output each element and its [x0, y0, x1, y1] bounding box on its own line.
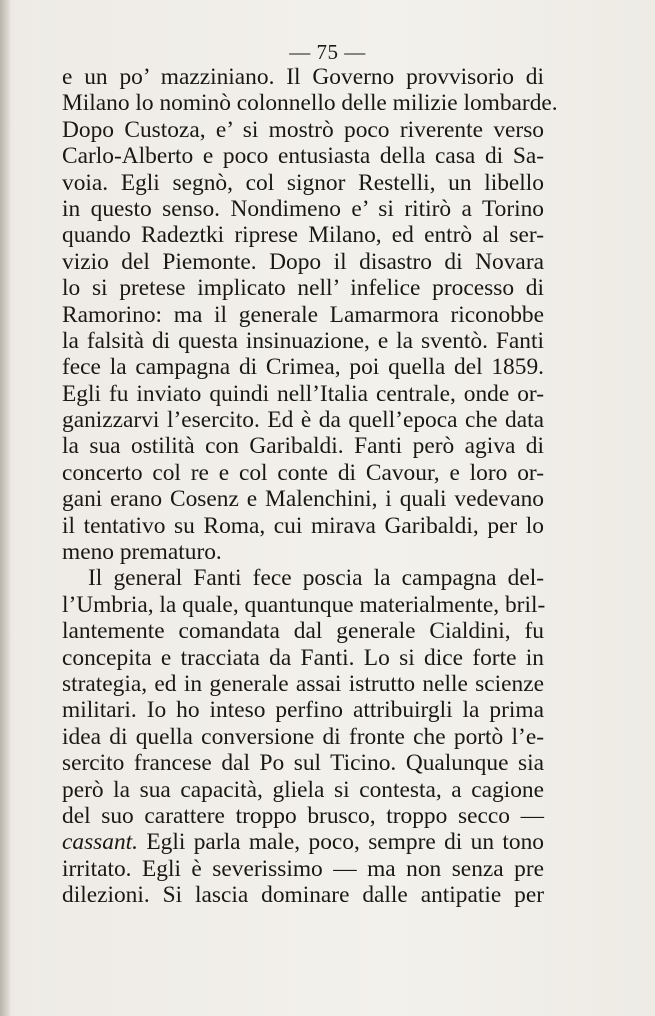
text-line: gani erano Cosenz e Malenchini, i quali vedevano: [62, 486, 544, 513]
text-line: concerto col re e col conte di Cavour, e loro or-: [62, 459, 544, 486]
italic-word: cassant.: [62, 829, 139, 856]
text-line: idea di quella conversione di fronte che portò l’e-: [62, 723, 544, 750]
text-line: Milano lo nominò colonnello delle milizie lombarde.: [62, 90, 558, 117]
text-line: Dopo Custoza, e’ si mostrò poco riverente verso: [62, 116, 544, 143]
text-line: Egli fu inviato quindi nell’Italia centrale, onde or-: [62, 380, 544, 407]
text-line: lantemente comandata dal generale Cialdini, fu: [62, 618, 544, 645]
text-line: concepita e tracciata da Fanti. Lo si dice forte in: [62, 644, 544, 671]
page-number: — 75 —: [289, 40, 366, 64]
text-line: del suo carattere troppo brusco, troppo secco —: [62, 802, 544, 829]
text-line: l’Umbria, la quale, quantunque materialmente, bril-: [62, 591, 546, 618]
page-binding-shadow: [0, 0, 10, 1016]
text-fragment: Egli parla male, poco, sempre di un tono: [138, 829, 544, 856]
text-line: il tentativo su Roma, cui mirava Garibaldi, per lo: [62, 512, 544, 539]
text-line: sercito francese dal Po sul Ticino. Qualunque sia: [62, 750, 544, 777]
text-line: fece la campagna di Crimea, poi quella del 1859.: [62, 354, 544, 381]
text-line: vizio del Piemonte. Dopo il disastro di Novara: [62, 248, 544, 275]
text-line: però la sua capacità, gliela si contesta, a cagione: [62, 776, 544, 803]
text-line: in questo senso. Nondimeno e’ si ritirò a Torino: [62, 195, 544, 222]
text-line: strategia, ed in generale assai istrutto nelle scienze: [62, 670, 544, 697]
text-line: e un po’ mazziniano. Il Governo provvisorio di: [62, 64, 544, 90]
text-line-italic: [62, 829, 544, 855]
text-line: ganizzarvi l’esercito. Ed è da quell’epoca che data: [62, 407, 544, 434]
text-line: Il general Fanti fece poscia la campagna del-: [88, 565, 544, 592]
body-text: [62, 64, 558, 909]
text-line: militari. Io ho inteso perfino attribuirgli la prima: [62, 697, 544, 724]
text-line: Ramorino: ma il generale Lamarmora riconobbe: [62, 301, 544, 328]
text-line: meno prematuro.: [62, 539, 222, 566]
text-line: dilezioni. Si lascia dominare dalle antipatie per: [62, 882, 544, 909]
text-line: Carlo-Alberto e poco entusiasta della casa di Sa-: [62, 143, 544, 170]
text-line: lo si pretese implicato nell’ infelice processo di: [62, 275, 544, 302]
text-line: irritato. Egli è severissimo — ma non senza pre: [62, 855, 544, 882]
text-line: la sua ostilità con Garibaldi. Fanti però agiva di: [62, 433, 544, 460]
text-line: voia. Egli segnò, col signor Restelli, un libello: [62, 169, 544, 196]
text-line: quando Radeztki riprese Milano, ed entrò al ser-: [62, 222, 544, 249]
text-line: la falsità di questa insinuazione, e la sventò. Fanti: [62, 327, 544, 354]
